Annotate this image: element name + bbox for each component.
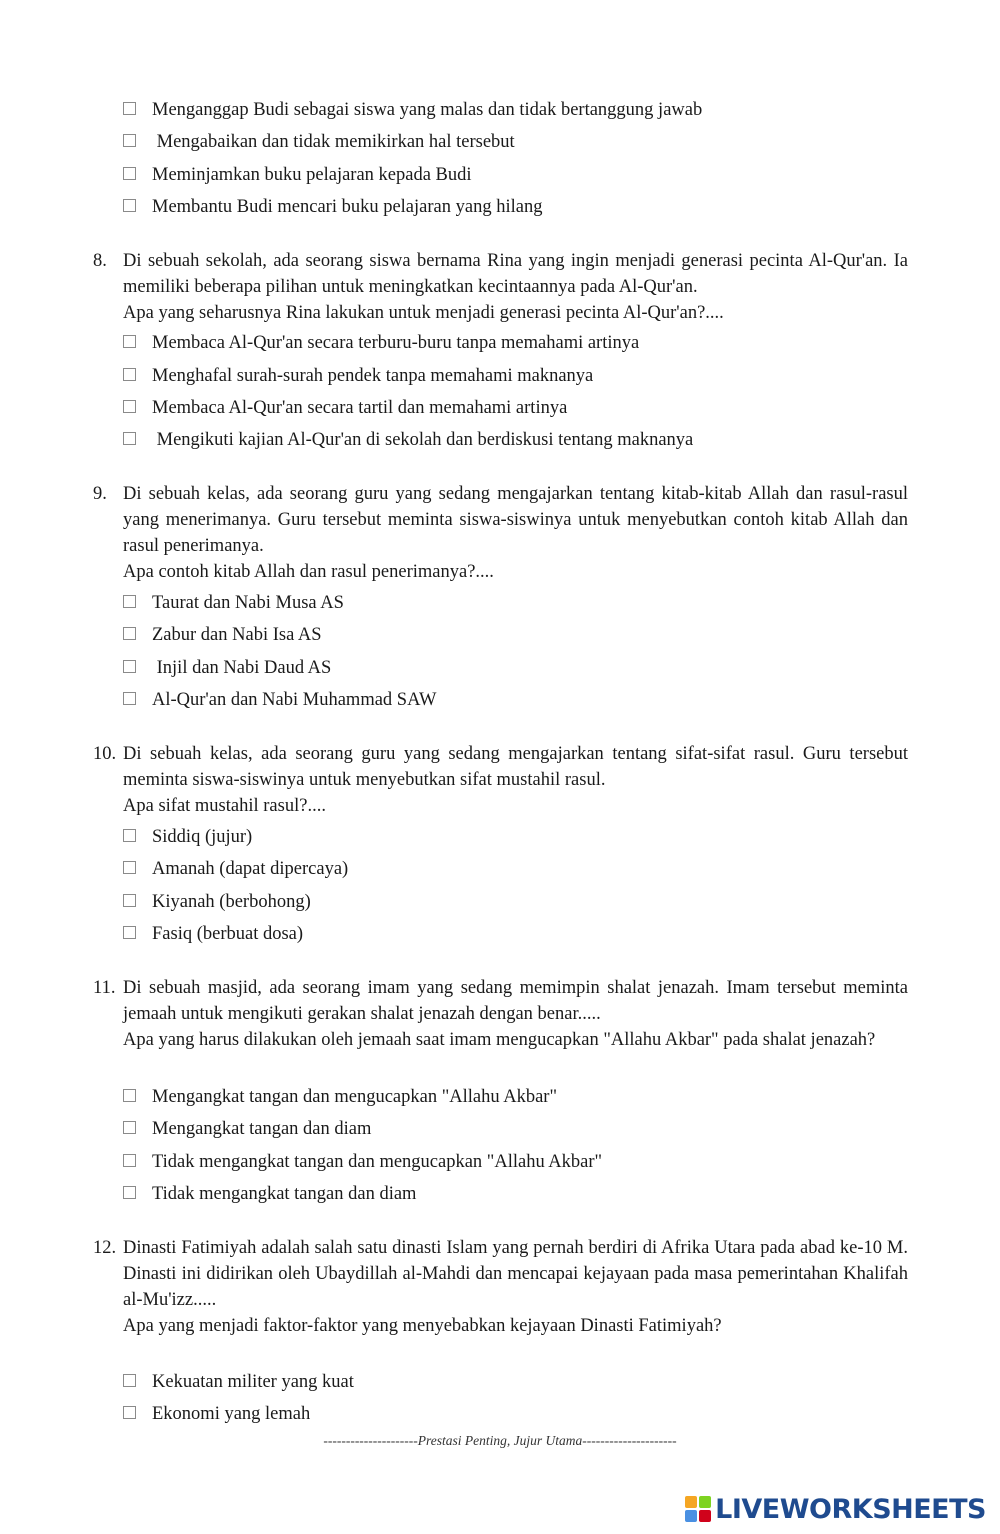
option-checkbox[interactable] [123, 894, 136, 907]
option-label: Ekonomi yang lemah [152, 1404, 311, 1424]
option-row [123, 1086, 557, 1108]
question-text: Di sebuah sekolah, ada seorang siswa bernama Rina yang ingin menjadi generasi pecinta Al-Qur'an. Ia memiliki beberapa pilihan untuk meningkatkan kecintaannya pada Al-Qur'an. [123, 251, 908, 297]
option-label: Kekuatan militer yang kuat [152, 1372, 354, 1392]
logo-square [685, 1510, 697, 1522]
option-checkbox[interactable] [123, 368, 136, 381]
option-label: Al-Qur'an dan Nabi Muhammad SAW [152, 690, 437, 710]
option-checkbox[interactable] [123, 167, 136, 180]
option-checkbox[interactable] [123, 692, 136, 705]
option-label: Mengangkat tangan dan diam [152, 1119, 372, 1139]
option-label: Membaca Al-Qur'an secara terburu-buru tanpa memahami artinya [152, 333, 640, 353]
question-prompt: Apa yang harus dilakukan oleh jemaah saat imam mengucapkan "Allahu Akbar" pada shalat jenazah? [123, 1030, 876, 1050]
option-checkbox[interactable] [123, 199, 136, 212]
question-prompt: Apa yang menjadi faktor-faktor yang menyebabkan kejayaan Dinasti Fatimiyah? [123, 1316, 722, 1336]
question-number: 12. [93, 1238, 117, 1258]
option-row [123, 1403, 310, 1425]
option-row [123, 365, 593, 387]
option-row [123, 196, 542, 218]
option-row [123, 397, 567, 419]
liveworksheets-logo-icon [685, 1496, 711, 1522]
option-row [123, 891, 311, 913]
option-label: Kiyanah (berbohong) [152, 892, 311, 912]
option-checkbox[interactable] [123, 134, 136, 147]
option-row [123, 164, 472, 186]
option-row [123, 1151, 602, 1173]
option-row [123, 689, 436, 711]
option-row [123, 624, 322, 646]
option-label: Tidak mengangkat tangan dan mengucapkan "Allahu Akbar" [152, 1152, 603, 1172]
option-checkbox[interactable] [123, 1154, 136, 1167]
option-checkbox[interactable] [123, 627, 136, 640]
option-label: Menghafal surah-surah pendek tanpa memahami maknanya [152, 366, 594, 386]
option-row [123, 858, 348, 880]
liveworksheets-brand[interactable] [685, 1492, 986, 1526]
question-9 [93, 481, 908, 585]
question-text: Di sebuah kelas, ada seorang guru yang sedang mengajarkan tentang sifat-sifat rasul. Guru tersebut meminta siswa-siswinya untuk menyebutkan sifat mustahil rasul. [123, 744, 908, 790]
option-row [123, 657, 331, 679]
question-prompt: Apa sifat mustahil rasul?.... [123, 796, 326, 816]
option-row [123, 1183, 416, 1205]
logo-square [685, 1496, 697, 1508]
option-label: Taurat dan Nabi Musa AS [152, 593, 344, 613]
option-checkbox[interactable] [123, 1121, 136, 1134]
option-row [123, 923, 303, 945]
option-label: Amanah (dapat dipercaya) [152, 859, 349, 879]
question-number: 8. [93, 251, 107, 271]
question-text: Dinasti Fatimiyah adalah salah satu dinasti Islam yang pernah berdiri di Afrika Utara pada abad ke-10 M. Dinasti ini didirikan oleh Ubaydillah al-Mahdi dan mencapai kejayaan pada masa pemerintahan Khalifah al-Mu'izz..... [123, 1238, 908, 1310]
option-checkbox[interactable] [123, 1374, 136, 1387]
question-prompt: Apa contoh kitab Allah dan rasul penerimanya?.... [123, 562, 494, 582]
option-label: Zabur dan Nabi Isa AS [152, 625, 322, 645]
option-row [123, 826, 252, 848]
question-text: Di sebuah kelas, ada seorang guru yang sedang mengajarkan tentang kitab-kitab Allah dan rasul-rasul yang menerimanya. Guru tersebut meminta siswa-siswinya untuk menyebutkan contoh kitab Allah dan rasul penerimanya. [123, 484, 908, 556]
option-checkbox[interactable] [123, 335, 136, 348]
question-8 [93, 248, 908, 326]
option-row [123, 131, 515, 153]
option-checkbox[interactable] [123, 432, 136, 445]
logo-square [699, 1510, 711, 1522]
option-row [123, 1118, 371, 1140]
page-footer: ---------------------Prestasi Penting, Jujur Utama--------------------- [323, 1433, 677, 1448]
option-label: Membantu Budi mencari buku pelajaran yang hilang [152, 197, 543, 217]
option-label: Meminjamkan buku pelajaran kepada Budi [152, 165, 472, 185]
brand-name: LIVEWORKSHEETS [715, 1493, 986, 1525]
question-number: 10. [93, 744, 117, 764]
question-prompt: Apa yang seharusnya Rina lakukan untuk menjadi generasi pecinta Al-Qur'an?.... [123, 303, 724, 323]
option-label: Fasiq (berbuat dosa) [152, 924, 304, 944]
option-label: Mengikuti kajian Al-Qur'an di sekolah dan berdiskusi tentang maknanya [152, 430, 694, 450]
option-row [123, 1371, 354, 1393]
option-label: Mengangkat tangan dan mengucapkan "Allahu Akbar" [152, 1087, 558, 1107]
question-number: 11. [93, 978, 116, 998]
option-checkbox[interactable] [123, 595, 136, 608]
option-checkbox[interactable] [123, 1186, 136, 1199]
option-checkbox[interactable] [123, 400, 136, 413]
option-label: Tidak mengangkat tangan dan diam [152, 1184, 417, 1204]
option-label: Menganggap Budi sebagai siswa yang malas dan tidak bertanggung jawab [152, 100, 703, 120]
option-label: Injil dan Nabi Daud AS [152, 658, 332, 678]
option-row [123, 429, 693, 451]
option-row [123, 592, 344, 614]
option-label: Siddiq (jujur) [152, 827, 253, 847]
question-10 [93, 741, 908, 819]
logo-square [699, 1496, 711, 1508]
question-11 [93, 975, 908, 1053]
option-checkbox[interactable] [123, 102, 136, 115]
option-checkbox[interactable] [123, 829, 136, 842]
option-checkbox[interactable] [123, 926, 136, 939]
option-label: Membaca Al-Qur'an secara tartil dan memahami artinya [152, 398, 568, 418]
option-checkbox[interactable] [123, 861, 136, 874]
option-checkbox[interactable] [123, 1406, 136, 1419]
option-checkbox[interactable] [123, 1089, 136, 1102]
option-row [123, 332, 639, 354]
question-12 [93, 1235, 908, 1339]
option-row [123, 99, 702, 121]
option-checkbox[interactable] [123, 660, 136, 673]
option-label: Mengabaikan dan tidak memikirkan hal tersebut [152, 132, 515, 152]
question-number: 9. [93, 484, 107, 504]
question-text: Di sebuah masjid, ada seorang imam yang sedang memimpin shalat jenazah. Imam tersebut meminta jemaah untuk mengikuti gerakan shalat jenazah dengan benar..... [123, 978, 908, 1024]
